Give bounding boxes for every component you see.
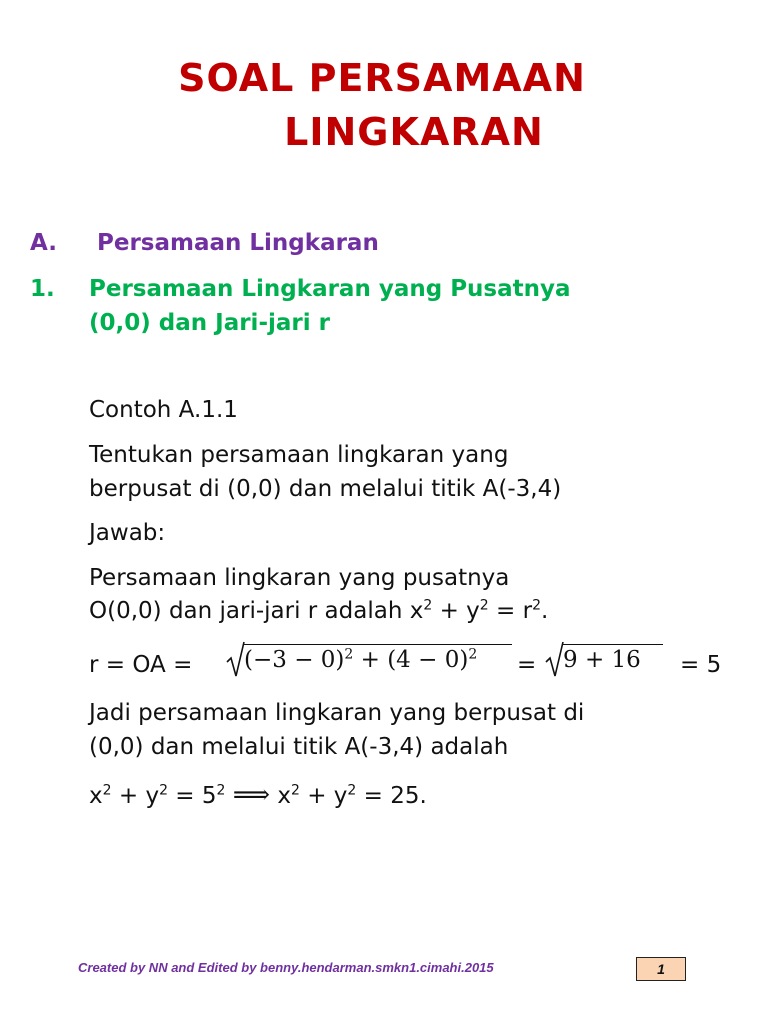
sqrt-expression-2 [545,640,667,680]
exponent: 2 [347,782,357,799]
section-a-marker: A. [30,230,57,256]
final-equals-25: = 25. [356,783,427,809]
page-number: 1 [636,957,686,981]
exponent: 2 [344,646,354,663]
radical-sign-icon [545,640,565,680]
subsection-1-heading-line-1: Persamaan Lingkaran yang Pusatnya [89,276,571,302]
explanation-line-2 [89,598,548,624]
exponent: 2 [468,646,478,663]
footer-credit: Created by NN and Edited by benny.hendarman.smkn1.cimahi.2015 [78,960,494,975]
explanation-line-1: Persamaan lingkaran yang pusatnya [89,565,510,591]
explanation-text-pre: O(0,0) dan jari-jari r adalah x [89,598,424,624]
radicand-1 [244,644,512,673]
implies-arrow-icon: ⟹ [232,780,271,810]
final-equals-5: = 5 [167,783,217,809]
radius-result: = 5 [680,652,722,678]
exponent: 2 [423,597,433,614]
conclusion-line-2: (0,0) dan melalui titik A(-3,4) adalah [89,734,509,760]
explanation-text-end: . [540,598,549,624]
exponent: 2 [216,782,226,799]
answer-label: Jawab: [89,520,166,546]
exponent: 2 [102,782,112,799]
final-plus-y: + y [111,783,160,809]
exponent: 2 [290,782,300,799]
section-a-heading: Persamaan Lingkaran [97,230,379,256]
radicand-1-term-b: + (4 − 0) [353,647,469,673]
exponent: 2 [159,782,168,799]
exponent: 2 [532,597,541,614]
radicand-2: 9 + 16 [563,644,663,673]
final-plus-y-2: + y [299,783,348,809]
conclusion-line-1: Jadi persamaan lingkaran yang berpusat di [89,700,585,726]
question-line-2: berpusat di (0,0) dan melalui titik A(-3,4) [89,476,562,502]
radius-lhs: r = OA = [89,652,193,678]
final-x-2: x [270,783,291,809]
final-equation [89,780,427,810]
document-title-line-1: SOAL PERSAMAAN [178,56,586,100]
sqrt-expression-1 [226,640,514,680]
document-title-line-2: LINGKARAN [284,110,544,154]
exponent: 2 [479,597,489,614]
final-x: x [89,783,103,809]
subsection-1-marker: 1. [30,276,55,302]
radicand-1-term-a: (−3 − 0) [244,647,345,673]
subsection-1-heading-line-2: (0,0) dan Jari-jari r [89,310,330,336]
equals-sign: = [517,652,537,678]
explanation-text-mid-1: + y [432,598,480,624]
question-line-1: Tentukan persamaan lingkaran yang [89,442,509,468]
explanation-text-mid-2: = r [488,598,533,624]
radical-sign-icon [226,640,246,680]
example-heading: Contoh A.1.1 [89,397,238,423]
